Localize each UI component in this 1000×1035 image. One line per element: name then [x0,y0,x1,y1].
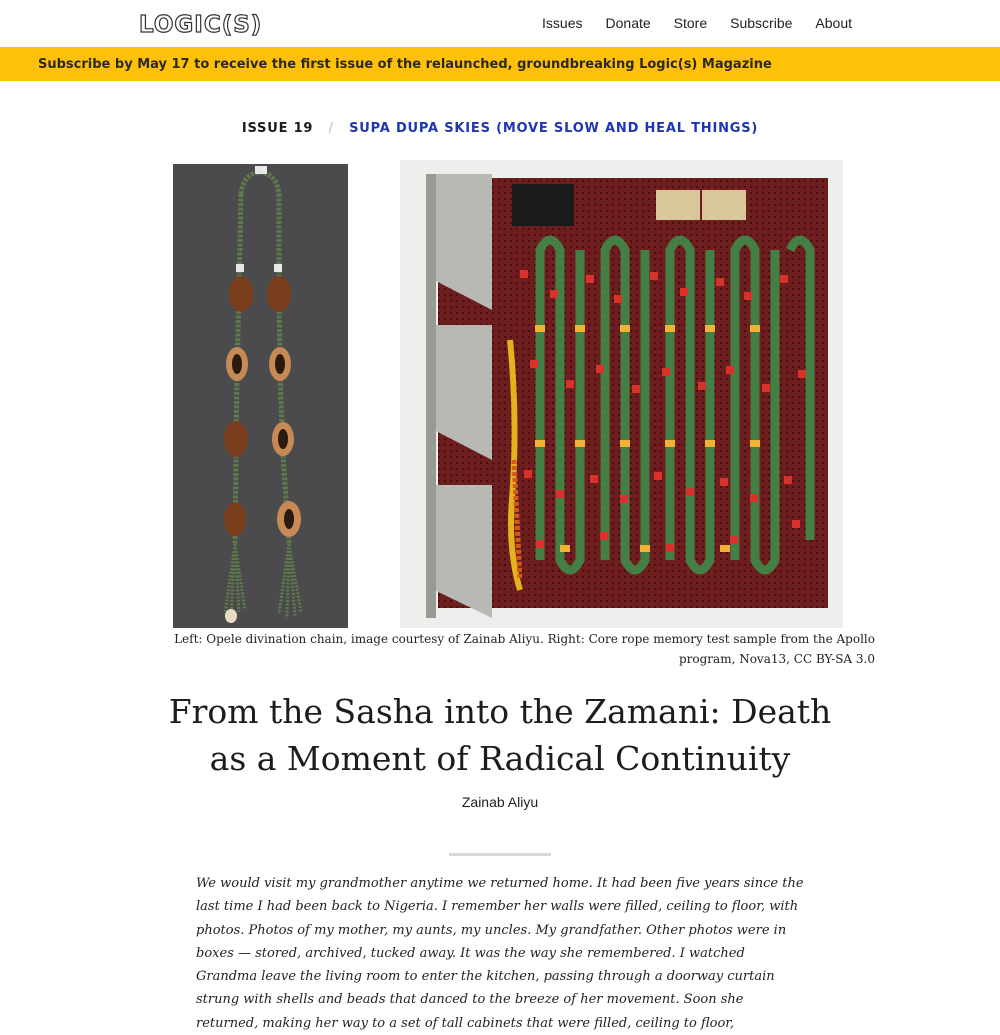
opele-chain-image [173,164,348,628]
title-divider [449,853,551,856]
subscribe-banner [0,47,1000,81]
issue-breadcrumb [0,121,1000,136]
article-intro: We would visit my grandmother anytime we returned home. It had been five years since the last time I had been back to Nigeria. I remember her walls were filled, ceiling to floor, with photos. Photos of my mother, my aunts, my uncles. My grandfather. Other photos were in boxes — stored, archived, tucked away. It was the way she remembered. I watched Grandma leave the living room to enter the kitchen, passing through a doorway curtain strung with shells and beads that danced to the breeze of her movement. Soon she returned, making her way to a set of tall cabinets that were filled, ceiling to floor, [196,876,804,1031]
site-logo[interactable]: LOGIC(S) [139,12,263,38]
article-title: From the Sasha into the Zamani: Death as a Moment of Radical Continuity [168,692,832,778]
site-header [0,0,1000,47]
issue-number[interactable]: ISSUE 19 [241,121,314,136]
nav-donate[interactable]: Donate [605,15,651,31]
main-nav [542,15,852,31]
nav-about[interactable]: About [815,15,852,31]
nav-issues[interactable]: Issues [542,15,583,31]
issue-title-link[interactable]: SUPA DUPA SKIES (MOVE SLOW AND HEAL THINGS) [349,121,759,136]
article-author[interactable]: Zainab Aliyu [461,794,539,810]
core-rope-memory-image [400,160,843,628]
nav-store[interactable]: Store [673,15,708,31]
breadcrumb-separator: / [328,121,334,136]
subscribe-banner-link[interactable]: Subscribe by May 17 to receive the first issue of the relaunched, groundbreaking Logic(s) Magazine [38,57,772,72]
image-caption: Left: Opele divination chain, image courtesy of Zainab Aliyu. Right: Core rope memory test sample from the Apollo program, Nova13, CC BY-SA 3.0 [174,632,875,666]
nav-subscribe[interactable]: Subscribe [730,15,793,31]
